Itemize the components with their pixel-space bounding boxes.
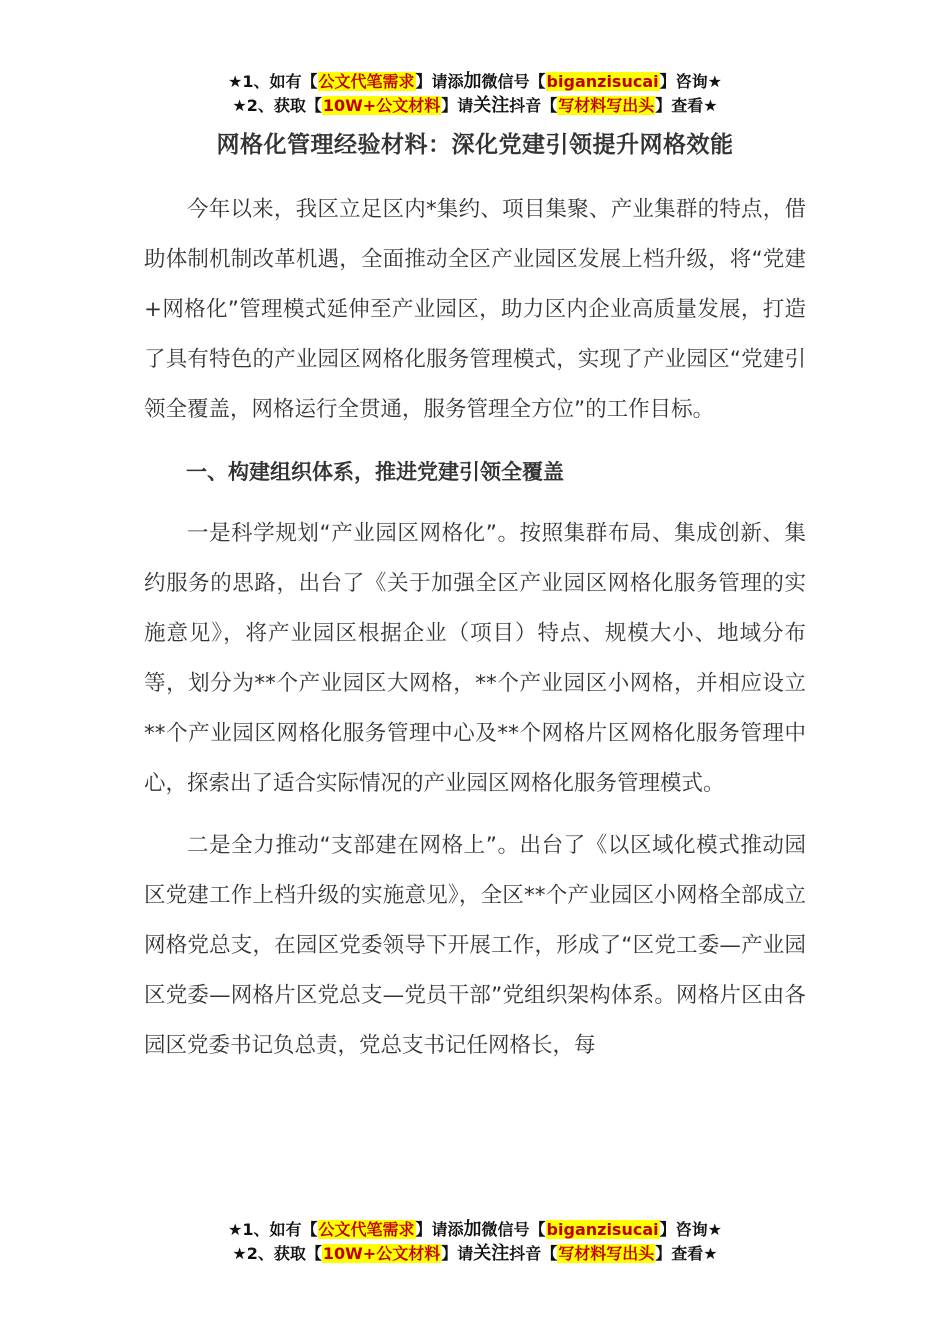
banner-text: 】咨询★ bbox=[659, 1220, 722, 1239]
banner-text: ★1、如有【 bbox=[228, 1220, 318, 1239]
highlight-service: 公文代笔需求 bbox=[318, 72, 415, 91]
banner-text: 】咨询★ bbox=[659, 72, 722, 91]
highlight-wechat-id: biganzisucai bbox=[546, 1220, 659, 1239]
banner-text: 】请 bbox=[441, 1244, 474, 1263]
footer-banner bbox=[0, 1218, 950, 1266]
highlight-douyin-account: 写材料写出头 bbox=[558, 96, 655, 115]
highlight-materials: 10W+公文材料 bbox=[322, 1244, 441, 1263]
banner-text: ★1、如有【 bbox=[228, 72, 318, 91]
paragraph-branch: 二是全力推动“支部建在网格上”。出台了《以区域化模式推动园区党建工作上档升级的实施意见》，全区**个产业园区小网格全部成立网格党总支，在园区党委领导下开展工作，形成了“区党工委—产业园区党委—网格片区党总支—党员干部”党组织架构体系。网格片区由各园区党委书记负总责，党总支书记任网格长，每 bbox=[144, 833, 806, 1058]
banner-emphasis: 关注 bbox=[473, 95, 510, 116]
banner-text: 抖音【 bbox=[509, 1244, 558, 1263]
header-banner-line-2 bbox=[0, 94, 950, 118]
paragraph-planning: 一是科学规划“产业园区网格化”。按照集群布局、集成创新、集约服务的思路，出台了《关于加强全区产业园区网格化服务管理的实施意见》，将产业园区根据企业（项目）特点、规模大小、地域分布等，划分为**个产业园区大网格，**个产业园区小网格，并相应设立**个产业园区网格化服务管理中心及**个网格片区网格化服务管理中心，探索出了适合实际情况的产业园区网格化服务管理模式。 bbox=[144, 521, 806, 796]
banner-text: ★2、获取【 bbox=[232, 96, 322, 115]
banner-text: 微信号【 bbox=[481, 72, 546, 91]
section-heading-1: 一、构建组织体系，推进党建引领全覆盖 bbox=[186, 460, 564, 484]
document-title: 网格化管理经验材料：深化党建引领提升网格效能 bbox=[216, 132, 734, 158]
highlight-materials: 10W+公文材料 bbox=[322, 96, 441, 115]
banner-text: 】请添 bbox=[415, 72, 464, 91]
header-banner bbox=[0, 70, 950, 118]
highlight-douyin-account: 写材料写出头 bbox=[558, 1244, 655, 1263]
highlight-wechat-id: biganzisucai bbox=[546, 72, 659, 91]
banner-emphasis: 加 bbox=[463, 1219, 482, 1240]
banner-text: 抖音【 bbox=[509, 96, 558, 115]
banner-text: 】请添 bbox=[415, 1220, 464, 1239]
banner-emphasis: 关注 bbox=[473, 1243, 510, 1264]
banner-text: ★2、获取【 bbox=[232, 1244, 322, 1263]
footer-banner-line-1 bbox=[0, 1218, 950, 1242]
banner-text: 】查看★ bbox=[655, 96, 718, 115]
highlight-service: 公文代笔需求 bbox=[318, 1220, 415, 1239]
document-body bbox=[144, 185, 806, 1083]
banner-text: 】请 bbox=[441, 96, 474, 115]
paragraph-intro: 今年以来，我区立足区内*集约、项目集聚、产业集群的特点，借助体制机制改革机遇，全面推动全区产业园区发展上档升级，将“党建+网格化”管理模式延伸至产业园区，助力区内企业高质量发展，打造了具有特色的产业园区网格化服务管理模式，实现了产业园区“党建引领全覆盖，网格运行全贯通，服务管理全方位”的工作目标。 bbox=[144, 197, 806, 422]
banner-text: 】查看★ bbox=[655, 1244, 718, 1263]
footer-banner-line-2 bbox=[0, 1242, 950, 1266]
banner-text: 微信号【 bbox=[481, 1220, 546, 1239]
banner-emphasis: 加 bbox=[463, 71, 482, 92]
header-banner-line-1 bbox=[0, 70, 950, 94]
